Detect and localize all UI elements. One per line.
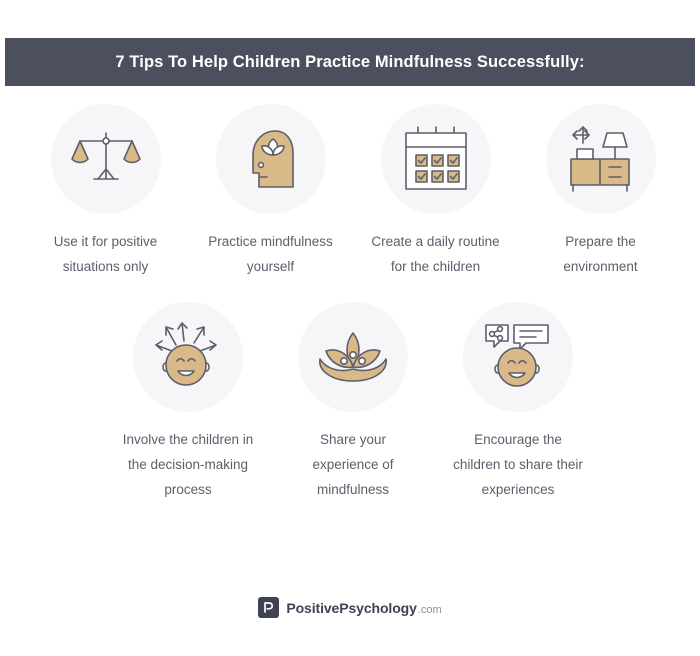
tip-caption-3: Create a daily routine for the children: [371, 234, 500, 274]
brand-name: PositivePsychology: [286, 599, 417, 616]
tip-caption-1: Use it for positive situations only: [53, 234, 158, 274]
tip-icon-circle-4: [546, 104, 656, 214]
balance-scale-icon: [68, 121, 144, 197]
child-speech-share-icon: [478, 319, 558, 395]
tips-grid: [0, 104, 700, 503]
tip-icon-circle-3: [381, 104, 491, 214]
head-lotus-icon: [233, 121, 309, 197]
tips-row-2: [0, 302, 700, 503]
tip-caption-6: Share your experience of mindfulness: [312, 431, 394, 497]
tip-icon-circle-6: [298, 302, 408, 412]
tip-item-4: [533, 104, 668, 280]
header-bar: [5, 38, 695, 86]
tip-item-3: [368, 104, 503, 280]
tip-icon-circle-1: [51, 104, 161, 214]
tip-item-6: [286, 302, 421, 503]
child-head-arrows-icon: [148, 319, 228, 395]
tip-item-2: [203, 104, 338, 280]
tip-item-7: [451, 302, 586, 503]
tip-item-5: [121, 302, 256, 503]
room-furniture-lamp-icon: [561, 121, 641, 197]
tip-caption-4: Prepare the environment: [563, 234, 638, 274]
positivepsychology-logo-icon: [258, 597, 279, 618]
brand-suffix: .com: [417, 603, 442, 616]
tip-icon-circle-7: [463, 302, 573, 412]
tip-caption-7: Encourage the children to share their experiences: [453, 431, 583, 497]
tip-icon-circle-2: [216, 104, 326, 214]
tip-caption-2: Practice mindfulness yourself: [208, 234, 333, 274]
footer-logo-text: [286, 600, 441, 616]
lotus-flower-icon: [312, 319, 394, 395]
tip-caption-5: Involve the children in the decision-making process: [122, 431, 254, 497]
page-title: 7 Tips To Help Children Practice Mindfulness Successfully:: [115, 52, 585, 71]
footer-branding: [0, 597, 700, 618]
tip-item-1: [38, 104, 173, 280]
tip-icon-circle-5: [133, 302, 243, 412]
tips-row-1: [0, 104, 700, 280]
calendar-checklist-icon: [396, 121, 476, 197]
